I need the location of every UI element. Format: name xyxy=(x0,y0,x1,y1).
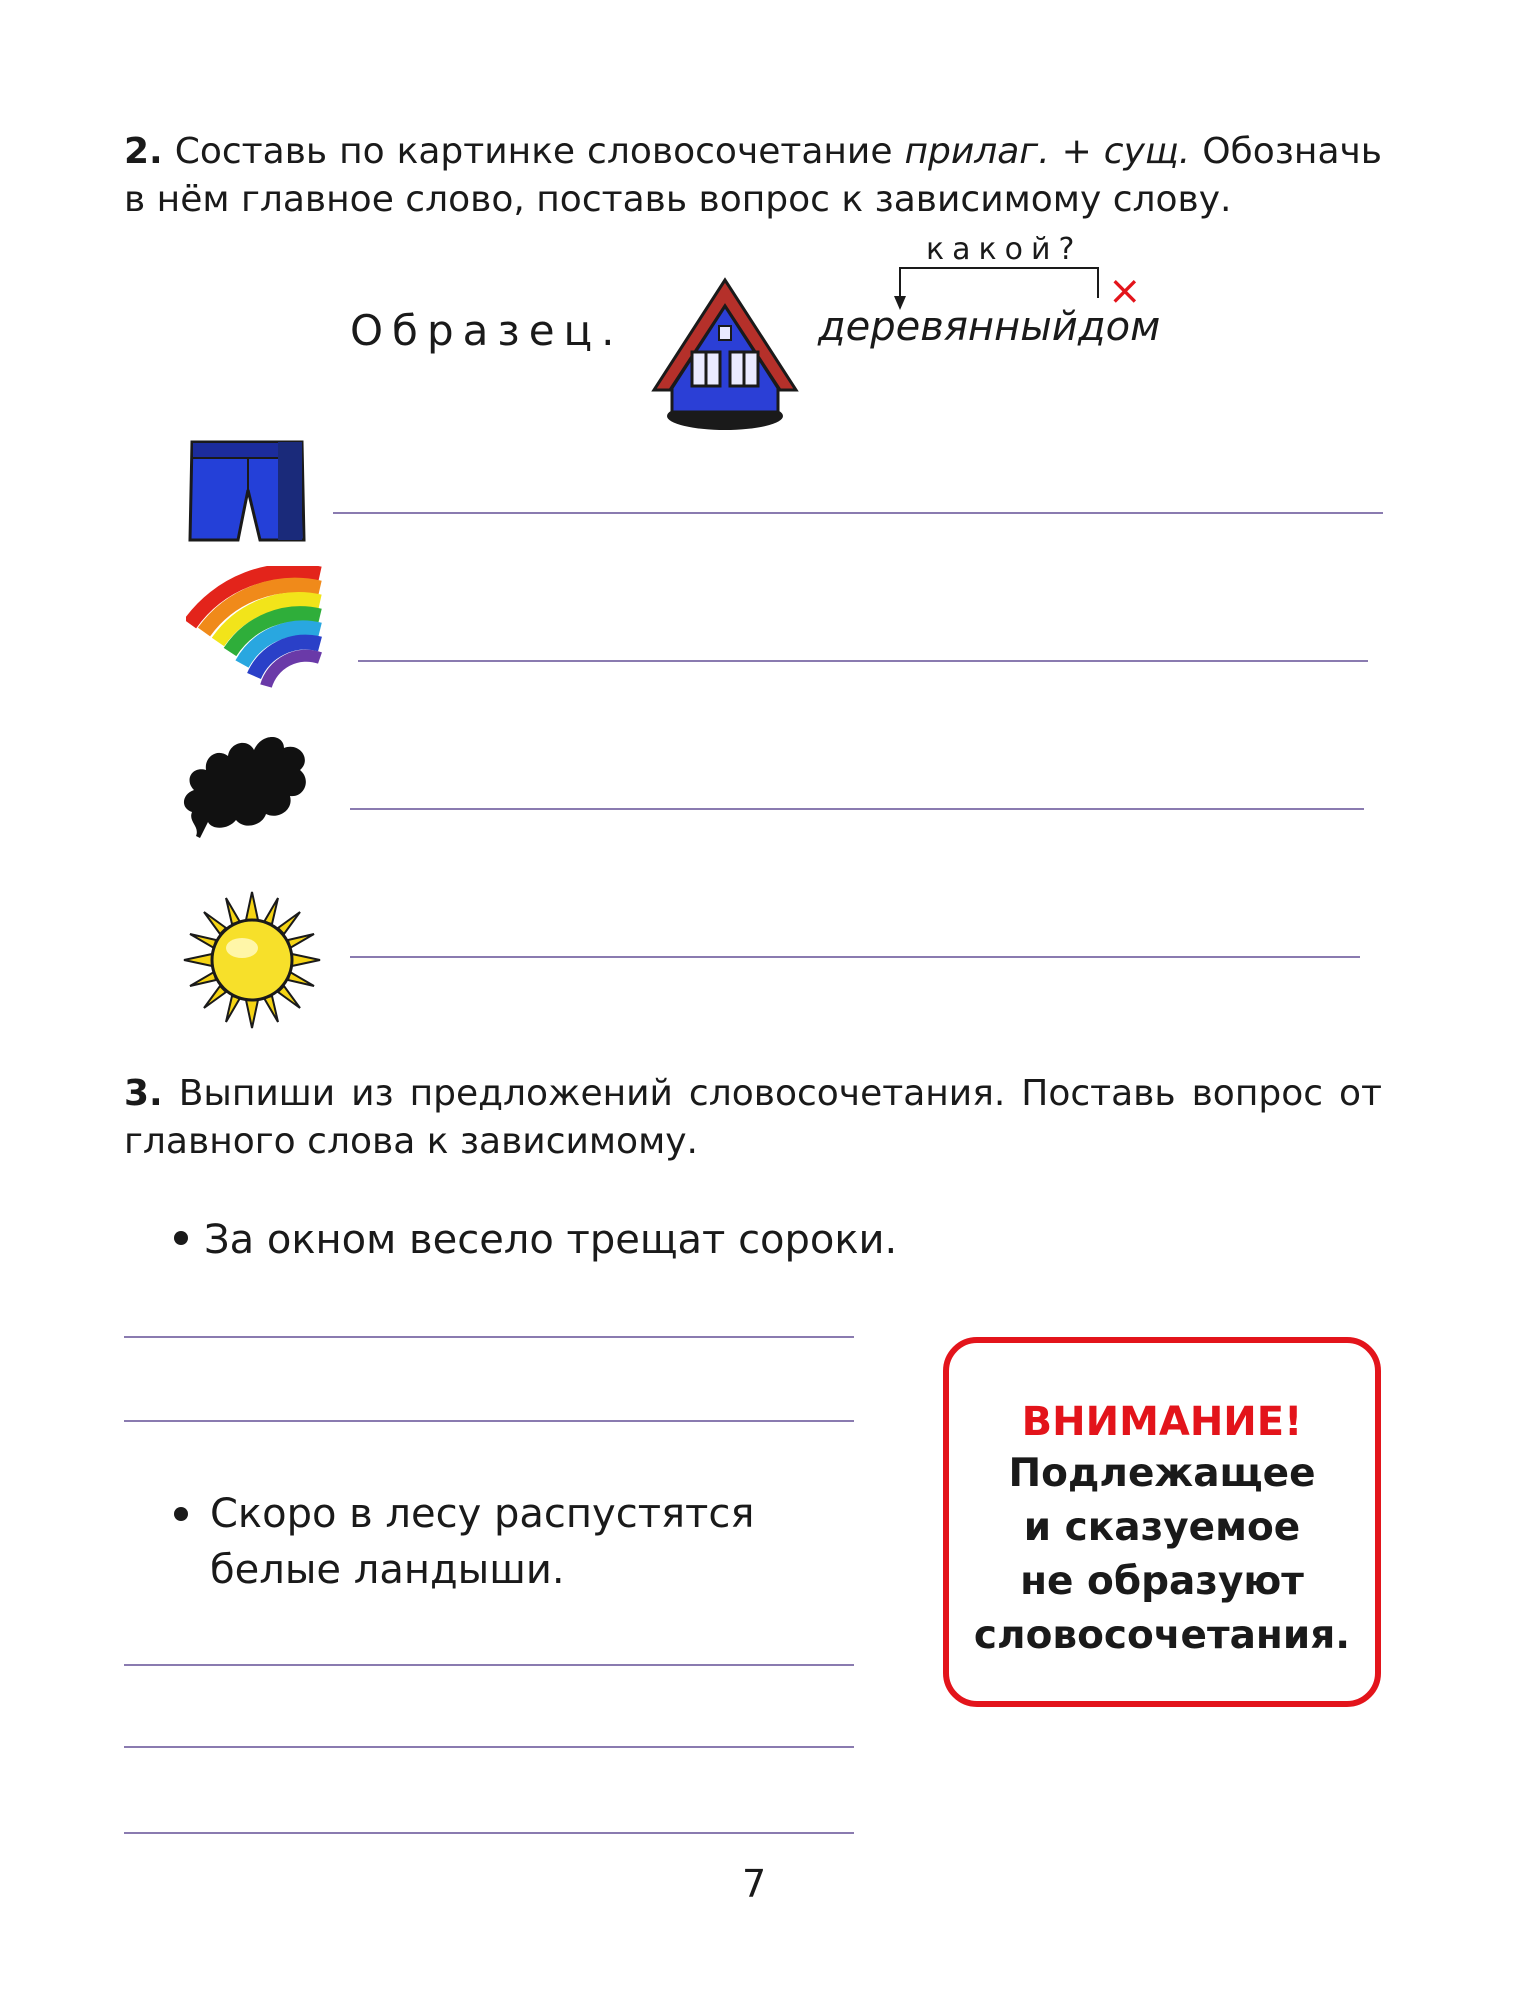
sample-label: Образец. xyxy=(350,306,624,355)
task-3-instruction: 3. Выпиши из предложений словосочетания. Поставь вопрос от главного слова к зависимому. xyxy=(124,1073,1382,1162)
answer-line-8[interactable] xyxy=(124,1746,854,1748)
task-2-instruction: 2. Составь по картинке словосочетание прилаг. + сущ. Обозначь в нём главное слово, поставь вопрос к зависимому слову. xyxy=(124,131,1382,220)
task-number: 2. xyxy=(124,131,163,172)
sun-icon xyxy=(182,890,322,1030)
answer-line-2[interactable] xyxy=(358,660,1368,662)
house-icon xyxy=(650,276,800,434)
sentence-1: За окном весело трещат сороки. xyxy=(174,1212,934,1268)
answer-line-5[interactable] xyxy=(124,1336,854,1338)
bullet-icon xyxy=(174,1507,188,1521)
shorts-icon xyxy=(186,436,308,546)
note-title: ВНИМАНИЕ! xyxy=(1021,1399,1303,1445)
sample-noun: дом xyxy=(1078,304,1161,350)
rainbow-icon xyxy=(186,566,322,688)
answer-line-3[interactable] xyxy=(350,808,1364,810)
question-word: какой? xyxy=(926,232,1083,267)
main-word-mark: × xyxy=(1108,268,1142,314)
answer-line-6[interactable] xyxy=(124,1420,854,1422)
answer-line-9[interactable] xyxy=(124,1832,854,1834)
task-number: 3. xyxy=(124,1073,163,1114)
bullet-icon xyxy=(174,1231,188,1245)
attention-note xyxy=(943,1337,1381,1707)
answer-line-7[interactable] xyxy=(124,1664,854,1666)
answer-line-1[interactable] xyxy=(333,512,1383,514)
note-body: Подлежащее и сказуемое не образуют словосочетания. xyxy=(973,1451,1351,1658)
sample-adjective: деревянный xyxy=(818,304,1078,350)
oak-leaf-icon xyxy=(178,726,312,842)
answer-line-4[interactable] xyxy=(350,956,1360,958)
sentence-2: Скоро в лесу распустятся белые ландыши. xyxy=(174,1486,896,1598)
page-number: 7 xyxy=(742,1862,767,1906)
